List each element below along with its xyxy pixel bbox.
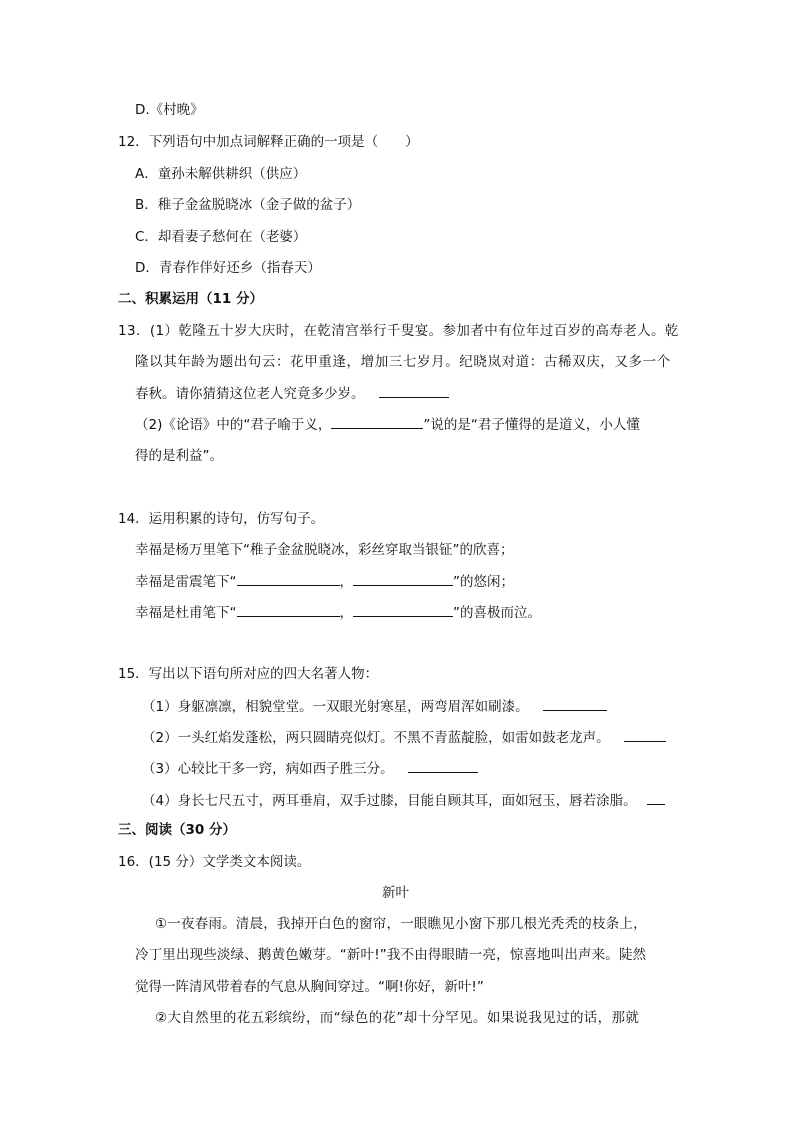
q14-3-comma: ， <box>339 605 353 621</box>
q13-part2-prefix: （2)《论语》中的“君子喻于义， <box>135 417 332 433</box>
q12-option-a: A．童孙未解供耕织（供应） <box>135 166 307 182</box>
q15-blank-4[interactable] <box>647 790 665 805</box>
q15-item-3 <box>142 758 478 779</box>
q14-2-comma: ， <box>339 574 353 590</box>
q15-item-1-text: （1）身躯凛凛，相貌堂堂。一双眼光射寒星，两弯眉浑如刷漆。 <box>142 699 529 715</box>
passage-para1-line1: ①一夜春雨。清晨，我掉开白色的窗帘，一眼瞧见小窗下那几根光秃秃的枝条上， <box>155 916 647 932</box>
q13-answer-blank-1[interactable] <box>379 383 449 398</box>
q13-part1-text: 春秋。请你猜猜这位老人究竟多少岁。 <box>135 386 365 402</box>
q12-option-d: D．青春作伴好还乡（指春天） <box>135 260 321 276</box>
q13-part2-line2: 得的是利益”。 <box>135 448 223 464</box>
q14-3-prefix: 幸福是杜甫笔下“ <box>135 605 237 621</box>
q12-stem: 12．下列语句中加点词解释正确的一项是（ ） <box>118 134 419 150</box>
q14-3-suffix: ”的喜极而泣。 <box>453 605 541 621</box>
q14-blank-2a[interactable] <box>237 571 340 586</box>
q14-example: 幸福是杨万里笔下“稚子金盆脱晓冰，彩丝穿取当银钲”的欣喜； <box>135 542 514 558</box>
section-2-heading: 二、积累运用（11 分） <box>118 291 263 307</box>
q15-blank-1[interactable] <box>543 696 607 711</box>
q13-part2-line1 <box>135 414 640 435</box>
q14-line-3 <box>135 602 541 623</box>
q14-blank-3a[interactable] <box>237 602 340 617</box>
q15-item-2 <box>142 727 666 748</box>
q15-item-4 <box>142 790 665 811</box>
q16-stem: 16．(15 分）文学类文本阅读。 <box>118 854 311 870</box>
q14-stem: 14．运用积累的诗句，仿写句子。 <box>118 511 325 527</box>
passage-title: 新叶 <box>382 885 409 901</box>
q14-blank-3b[interactable] <box>353 602 453 617</box>
passage-para2-line1: ②大自然里的花五彩缤纷，而“绿色的花”却十分罕见。如果说我见过的话，那就 <box>155 1010 640 1026</box>
section-3-heading: 三、阅读（30 分） <box>118 822 236 838</box>
q12-option-c: C．却看妻子愁何在（老婆） <box>135 229 307 245</box>
passage-para1-line3: 觉得一阵清风带着春的气息从胸间穿过。“啊!你好，新叶!” <box>135 979 484 995</box>
q13-part2-suffix: ”说的是“君子懂得的是道义，小人懂 <box>423 417 640 433</box>
q15-item-2-text: （2）一头红焰发蓬松，两只圆睛亮似灯。不黑不青蓝靛脸，如雷如鼓老龙声。 <box>142 730 610 746</box>
q13-answer-blank-2[interactable] <box>331 414 423 429</box>
q14-2-prefix: 幸福是雷震笔下“ <box>135 574 237 590</box>
q13-part1-line1: 13．(1）乾隆五十岁大庆时，在乾清宫举行千叟宴。参加者中有位年过百岁的高寿老人。乾 <box>118 323 679 339</box>
q11-option-d: D.《村晚》 <box>135 102 204 118</box>
passage-para1-line2: 冷丁里出现些淡绿、鹅黄色嫩芽。“新叶!”我不由得眼睛一亮，惊喜地叫出声来。陡然 <box>135 947 647 963</box>
q15-item-4-text: （4）身长七尺五寸，两耳垂肩，双手过膝，目能自顾其耳，面如冠玉，唇若涂脂。 <box>142 793 637 809</box>
q15-item-3-text: （3）心较比干多一窍，病如西子胜三分。 <box>142 761 394 777</box>
q13-part1-line3 <box>135 383 449 404</box>
q15-item-1 <box>142 696 607 717</box>
q15-blank-3[interactable] <box>408 758 478 773</box>
q15-blank-2[interactable] <box>624 727 666 742</box>
q14-line-2 <box>135 571 514 592</box>
q14-blank-2b[interactable] <box>353 571 453 586</box>
q15-stem: 15．写出以下语句所对应的四大名著人物： <box>118 666 379 682</box>
q13-part1-line2: 隆以其年龄为题出句云：花甲重逢，增加三七岁月。纪晓岚对道：古稀双庆，又多一个 <box>135 354 671 370</box>
q12-option-b: B．稚子金盆脱晓冰（金子做的盆子） <box>135 197 361 213</box>
q14-2-suffix: ”的悠闲； <box>453 574 514 590</box>
